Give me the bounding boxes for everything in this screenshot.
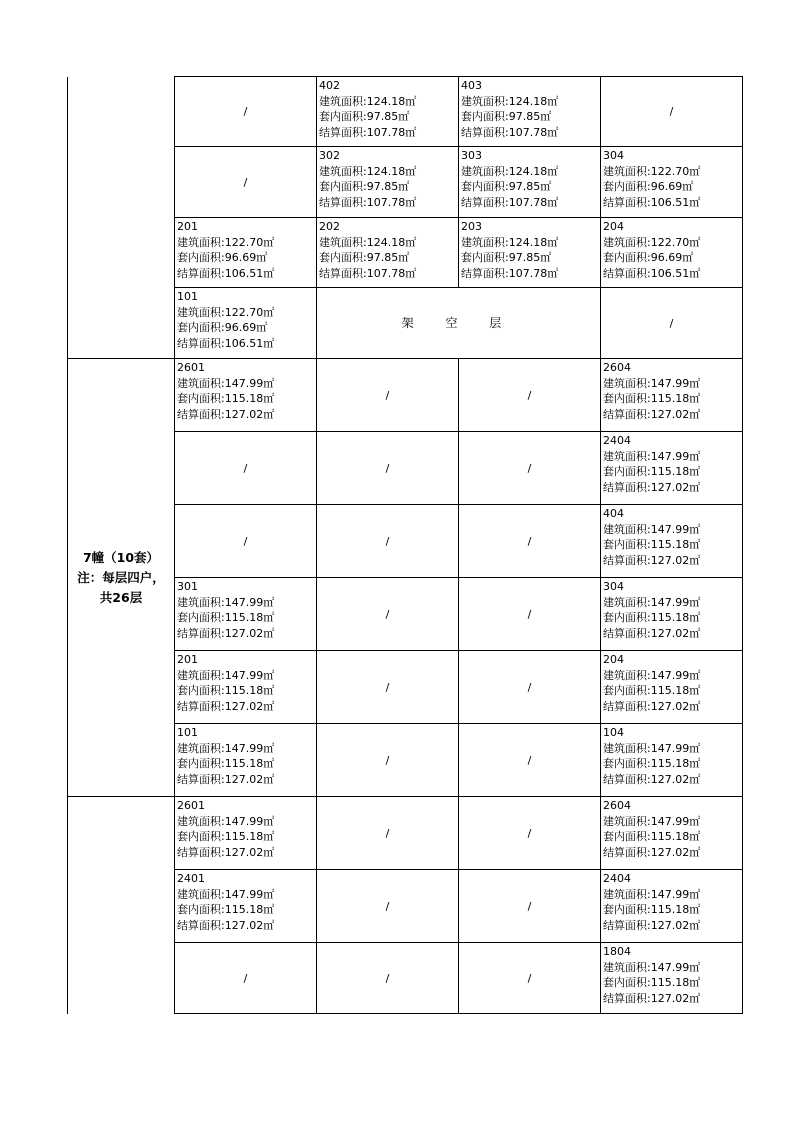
building-area: 建筑面积:147.99㎡ bbox=[603, 960, 701, 974]
unit-number: 402 bbox=[319, 79, 340, 92]
unit-cell bbox=[175, 578, 317, 651]
unit-number: 201 bbox=[177, 220, 198, 233]
empty-unit-cell: / bbox=[317, 578, 459, 651]
unit-cell bbox=[175, 870, 317, 943]
interior-area: 套内面积:115.18㎡ bbox=[177, 684, 275, 697]
unit-number: 2604 bbox=[603, 799, 631, 812]
unit-number: 2601 bbox=[177, 799, 205, 812]
empty-unit-cell: / bbox=[459, 359, 601, 432]
interior-area: 套内面积:115.18㎡ bbox=[603, 465, 701, 478]
empty-unit-cell: / bbox=[317, 724, 459, 797]
interior-area: 套内面积:115.18㎡ bbox=[603, 903, 701, 916]
unit-cell bbox=[601, 797, 743, 870]
unit-cell bbox=[175, 724, 317, 797]
table-row bbox=[68, 797, 743, 870]
empty-unit-cell: / bbox=[175, 943, 317, 1014]
settlement-area: 结算面积:127.02㎡ bbox=[177, 626, 275, 640]
area-table bbox=[67, 76, 743, 1014]
building-area: 建筑面积:122.70㎡ bbox=[177, 305, 275, 319]
settlement-area: 结算面积:127.02㎡ bbox=[603, 407, 701, 421]
interior-area: 套内面积:115.18㎡ bbox=[603, 830, 701, 843]
building-area: 建筑面积:147.99㎡ bbox=[177, 814, 275, 828]
unit-cell bbox=[601, 651, 743, 724]
settlement-area: 结算面积:127.02㎡ bbox=[177, 772, 275, 786]
empty-unit-cell: / bbox=[459, 432, 601, 505]
empty-unit-cell: / bbox=[459, 870, 601, 943]
unit-cell bbox=[317, 77, 459, 147]
building-area: 建筑面积:147.99㎡ bbox=[177, 376, 275, 390]
unit-cell bbox=[317, 147, 459, 218]
building-label-line: 注：每层四户， bbox=[77, 569, 165, 585]
settlement-area: 结算面积:127.02㎡ bbox=[177, 918, 275, 932]
table-row bbox=[68, 359, 743, 432]
unit-number: 304 bbox=[603, 580, 624, 593]
unit-number: 403 bbox=[461, 79, 482, 92]
interior-area: 套内面积:96.69㎡ bbox=[177, 321, 268, 334]
building-label-line: 共26层 bbox=[99, 589, 143, 605]
interior-area: 套内面积:97.85㎡ bbox=[461, 180, 552, 193]
unit-cell bbox=[601, 578, 743, 651]
unit-number: 304 bbox=[603, 149, 624, 162]
interior-area: 套内面积:97.85㎡ bbox=[319, 251, 410, 264]
building-area: 建筑面积:122.70㎡ bbox=[603, 235, 701, 249]
settlement-area: 结算面积:127.02㎡ bbox=[603, 772, 701, 786]
building-area: 建筑面积:124.18㎡ bbox=[461, 235, 559, 249]
settlement-area: 结算面积:107.78㎡ bbox=[319, 195, 417, 209]
unit-number: 2604 bbox=[603, 361, 631, 374]
building-area: 建筑面积:124.18㎡ bbox=[319, 235, 417, 249]
empty-unit-cell: / bbox=[459, 724, 601, 797]
unit-number: 104 bbox=[603, 726, 624, 739]
empty-unit-cell: / bbox=[175, 77, 317, 147]
interior-area: 套内面积:97.85㎡ bbox=[319, 180, 410, 193]
unit-number: 2404 bbox=[603, 434, 631, 447]
building-area: 建筑面积:124.18㎡ bbox=[319, 164, 417, 178]
unit-number: 204 bbox=[603, 653, 624, 666]
empty-unit-cell: / bbox=[317, 651, 459, 724]
unit-cell bbox=[601, 432, 743, 505]
interior-area: 套内面积:97.85㎡ bbox=[461, 251, 552, 264]
empty-unit-cell: / bbox=[459, 505, 601, 578]
interior-area: 套内面积:115.18㎡ bbox=[603, 611, 701, 624]
interior-area: 套内面积:97.85㎡ bbox=[319, 110, 410, 123]
interior-area: 套内面积:96.69㎡ bbox=[603, 180, 694, 193]
building-area: 建筑面积:124.18㎡ bbox=[319, 94, 417, 108]
interior-area: 套内面积:115.18㎡ bbox=[177, 611, 275, 624]
settlement-area: 结算面积:107.78㎡ bbox=[461, 195, 559, 209]
empty-unit-cell: / bbox=[317, 943, 459, 1014]
settlement-area: 结算面积:127.02㎡ bbox=[603, 480, 701, 494]
unit-cell bbox=[601, 505, 743, 578]
unit-number: 101 bbox=[177, 726, 198, 739]
empty-unit-cell: / bbox=[317, 505, 459, 578]
empty-unit-cell: / bbox=[175, 432, 317, 505]
empty-unit-cell: / bbox=[459, 651, 601, 724]
building-label-cell bbox=[68, 359, 175, 797]
stilt-floor-cell: 架 空 层 bbox=[317, 288, 601, 359]
settlement-area: 结算面积:107.78㎡ bbox=[461, 266, 559, 280]
settlement-area: 结算面积:127.02㎡ bbox=[603, 626, 701, 640]
settlement-area: 结算面积:106.51㎡ bbox=[603, 266, 701, 280]
empty-unit-cell: / bbox=[459, 578, 601, 651]
building-area: 建筑面积:122.70㎡ bbox=[603, 164, 701, 178]
unit-cell bbox=[175, 797, 317, 870]
unit-number: 303 bbox=[461, 149, 482, 162]
empty-unit-cell: / bbox=[601, 288, 743, 359]
unit-cell bbox=[601, 724, 743, 797]
settlement-area: 结算面积:127.02㎡ bbox=[603, 553, 701, 567]
unit-number: 202 bbox=[319, 220, 340, 233]
empty-unit-cell: / bbox=[459, 943, 601, 1014]
unit-cell bbox=[459, 147, 601, 218]
building-area: 建筑面积:147.99㎡ bbox=[177, 887, 275, 901]
building-area: 建筑面积:124.18㎡ bbox=[461, 94, 559, 108]
building-area: 建筑面积:147.99㎡ bbox=[603, 668, 701, 682]
unit-number: 2601 bbox=[177, 361, 205, 374]
unit-cell bbox=[317, 218, 459, 288]
unit-number: 301 bbox=[177, 580, 198, 593]
building-area: 建筑面积:147.99㎡ bbox=[603, 814, 701, 828]
empty-unit-cell: / bbox=[175, 147, 317, 218]
settlement-area: 结算面积:127.02㎡ bbox=[177, 845, 275, 859]
settlement-area: 结算面积:127.02㎡ bbox=[603, 991, 701, 1005]
building-area: 建筑面积:147.99㎡ bbox=[177, 741, 275, 755]
unit-cell bbox=[459, 218, 601, 288]
interior-area: 套内面积:115.18㎡ bbox=[177, 903, 275, 916]
building-area: 建筑面积:122.70㎡ bbox=[177, 235, 275, 249]
unit-number: 201 bbox=[177, 653, 198, 666]
empty-unit-cell: / bbox=[601, 77, 743, 147]
building-area: 建筑面积:147.99㎡ bbox=[603, 522, 701, 536]
interior-area: 套内面积:115.18㎡ bbox=[177, 392, 275, 405]
unit-cell bbox=[175, 218, 317, 288]
unit-number: 2404 bbox=[603, 872, 631, 885]
unit-number: 404 bbox=[603, 507, 624, 520]
unit-cell bbox=[459, 77, 601, 147]
unit-cell bbox=[175, 359, 317, 432]
unit-cell bbox=[175, 651, 317, 724]
interior-area: 套内面积:115.18㎡ bbox=[603, 976, 701, 989]
settlement-area: 结算面积:127.02㎡ bbox=[603, 845, 701, 859]
unit-cell bbox=[601, 359, 743, 432]
settlement-area: 结算面积:127.02㎡ bbox=[177, 407, 275, 421]
settlement-area: 结算面积:106.51㎡ bbox=[177, 266, 275, 280]
settlement-area: 结算面积:107.78㎡ bbox=[319, 125, 417, 139]
unit-cell bbox=[175, 288, 317, 359]
settlement-area: 结算面积:106.51㎡ bbox=[177, 336, 275, 350]
building-label-cell bbox=[68, 77, 175, 359]
settlement-area: 结算面积:127.02㎡ bbox=[603, 918, 701, 932]
interior-area: 套内面积:97.85㎡ bbox=[461, 110, 552, 123]
unit-number: 2401 bbox=[177, 872, 205, 885]
settlement-area: 结算面积:127.02㎡ bbox=[603, 699, 701, 713]
interior-area: 套内面积:115.18㎡ bbox=[603, 684, 701, 697]
table-row bbox=[68, 77, 743, 147]
empty-unit-cell: / bbox=[317, 797, 459, 870]
unit-cell bbox=[601, 147, 743, 218]
unit-number: 204 bbox=[603, 220, 624, 233]
building-label-line: 7幢（10套） bbox=[82, 549, 160, 565]
building-area: 建筑面积:147.99㎡ bbox=[603, 887, 701, 901]
empty-unit-cell: / bbox=[175, 505, 317, 578]
building-area: 建筑面积:124.18㎡ bbox=[461, 164, 559, 178]
empty-unit-cell: / bbox=[459, 797, 601, 870]
interior-area: 套内面积:96.69㎡ bbox=[603, 251, 694, 264]
interior-area: 套内面积:115.18㎡ bbox=[177, 830, 275, 843]
empty-unit-cell: / bbox=[317, 359, 459, 432]
building-area: 建筑面积:147.99㎡ bbox=[603, 741, 701, 755]
building-area: 建筑面积:147.99㎡ bbox=[177, 595, 275, 609]
interior-area: 套内面积:115.18㎡ bbox=[603, 392, 701, 405]
building-label-cell bbox=[68, 797, 175, 1014]
unit-cell bbox=[601, 870, 743, 943]
unit-number: 302 bbox=[319, 149, 340, 162]
settlement-area: 结算面积:107.78㎡ bbox=[461, 125, 559, 139]
interior-area: 套内面积:96.69㎡ bbox=[177, 251, 268, 264]
settlement-area: 结算面积:106.51㎡ bbox=[603, 195, 701, 209]
building-area: 建筑面积:147.99㎡ bbox=[603, 376, 701, 390]
building-area: 建筑面积:147.99㎡ bbox=[603, 595, 701, 609]
unit-number: 203 bbox=[461, 220, 482, 233]
empty-unit-cell: / bbox=[317, 432, 459, 505]
building-area: 建筑面积:147.99㎡ bbox=[603, 449, 701, 463]
unit-cell bbox=[601, 943, 743, 1014]
unit-number: 101 bbox=[177, 290, 198, 303]
building-area: 建筑面积:147.99㎡ bbox=[177, 668, 275, 682]
interior-area: 套内面积:115.18㎡ bbox=[603, 538, 701, 551]
settlement-area: 结算面积:127.02㎡ bbox=[177, 699, 275, 713]
unit-cell bbox=[601, 218, 743, 288]
empty-unit-cell: / bbox=[317, 870, 459, 943]
settlement-area: 结算面积:107.78㎡ bbox=[319, 266, 417, 280]
interior-area: 套内面积:115.18㎡ bbox=[177, 757, 275, 770]
unit-number: 1804 bbox=[603, 945, 631, 958]
interior-area: 套内面积:115.18㎡ bbox=[603, 757, 701, 770]
